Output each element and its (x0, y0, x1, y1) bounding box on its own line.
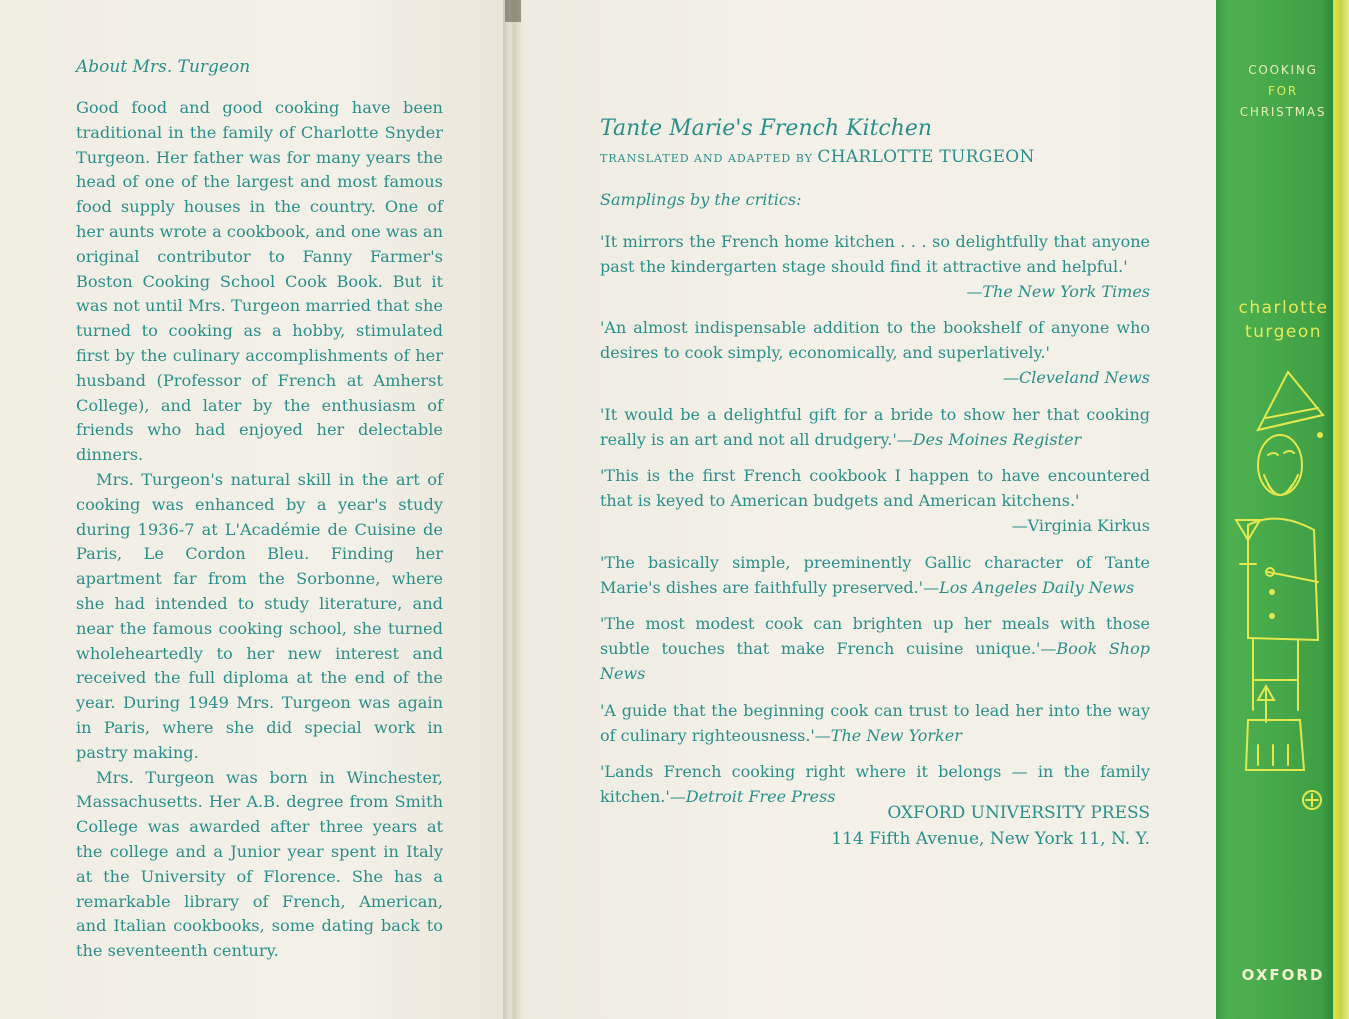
bio-paragraph-3: Mrs. Turgeon was born in Winchester, Massachusetts. Her A.B. degree from Smith College was awarded after three years at the college and a Junior year spent in Italy at the University of Florence. She has a remarkable library of French, American, and Italian cookbooks, some dating back to the seventeenth century. (76, 767, 443, 961)
review-quote: 'The basically simple, preeminently Gallic character of Tante Marie's dishes are faithfully preserved.' (600, 552, 1150, 597)
spine-title-line: COOKING (1248, 63, 1318, 77)
translator-name: CHARLOTTE TURGEON (817, 147, 1035, 167)
review-item (600, 403, 1150, 453)
review-source: —Detroit Free Press (669, 787, 836, 807)
review-source: —The New Yorker (814, 725, 962, 745)
about-heading: About Mrs. Turgeon (76, 57, 251, 77)
review-source: —Des Moines Register (896, 429, 1082, 449)
review-item (600, 316, 1150, 390)
reviews-list (600, 230, 1150, 822)
samplings-heading: Samplings by the critics: (600, 190, 802, 209)
spine-author (1226, 296, 1341, 344)
chef-illustration (1228, 360, 1338, 830)
review-item (600, 464, 1150, 538)
review-quote: 'An almost indispensable addition to the bookshelf of anyone who desires to cook simply, economically, and superlatively.' (600, 318, 1150, 363)
spine-author-line: turgeon (1244, 322, 1323, 342)
publisher-name: OXFORD UNIVERSITY PRESS (887, 803, 1150, 823)
fold-tear (505, 0, 521, 22)
fold-gutter (503, 0, 523, 1019)
spine-author-line: charlotte (1238, 298, 1329, 318)
publisher-address: 114 Fifth Avenue, New York 11, N. Y. (831, 829, 1150, 849)
spine-title-line: CHRISTMAS (1239, 105, 1327, 119)
spine-title (1224, 60, 1342, 123)
review-quote: 'It mirrors the French home kitchen . . . so delightfully that anyone past the kindergarten stage should find it attractive and helpful.' (600, 232, 1150, 276)
bio-paragraph-2: Mrs. Turgeon's natural skill in the art of cooking was enhanced by a year's study during 1936-7 at L'Académie de Cuisine de Paris, Le Cordon Bleu. Finding her apartment far from the Sorbonne, where she had intended to study literature, and near the famous cooking school, she turned wholeheartedly to her new interest and received the full diploma at the end of the year. During 1949 Mrs. Turgeon was again in Paris, where she did special work in pastry making. (76, 469, 443, 762)
publisher-block (780, 800, 1150, 852)
review-quote: 'Lands French cooking right where it belongs — in the family kitchen.' (600, 762, 1150, 807)
review-source: —Book Shop News (600, 639, 1150, 683)
review-item (600, 551, 1150, 601)
review-item (600, 230, 1150, 304)
translator-line (600, 147, 1035, 167)
review-source: —Los Angeles Daily News (923, 577, 1135, 597)
spine-title-line: FOR (1267, 84, 1299, 98)
review-source: —Cleveland News (1003, 367, 1150, 387)
review-item (600, 612, 1150, 686)
book-title: Tante Marie's French Kitchen (600, 116, 933, 141)
review-source: —Virginia Kirkus (1011, 515, 1150, 535)
review-quote: 'This is the first French cookbook I happen to have encountered that is keyed to American budgets and American kitchens.' (600, 466, 1150, 511)
review-quote: 'It would be a delightful gift for a bride to show her that cooking really is an art and not all drudgery.' (600, 404, 1150, 449)
review-source: —The New York Times (966, 281, 1150, 301)
bio-paragraph-1: Good food and good cooking have been traditional in the family of Charlotte Snyder Turgeon. Her father was for many years the head of one of the largest and most famous food supply houses in the country. One of her aunts wrote a cookbook, and one was an original contributor to Fanny Farmer's Boston Cooking School Cook Book. But it was not until Mrs. Turgeon married that she turned to cooking as a hobby, stimulated first by the culinary accomplishments of her husband (Professor of French at Amherst College), and later by the enthusiasm of friends who had enjoyed her delectable dinners. (76, 98, 443, 465)
spine-publisher: OXFORD (1241, 966, 1325, 984)
review-quote: 'A guide that the beginning cook can trust to lead her into the way of culinary righteousness.' (600, 700, 1150, 745)
translated-prefix: TRANSLATED AND ADAPTED BY (600, 152, 813, 165)
bio-text (76, 96, 443, 964)
review-item (600, 699, 1150, 749)
review-quote: 'The most modest cook can brighten up her meals with those subtle touches that make French cuisine unique.' (600, 614, 1150, 659)
